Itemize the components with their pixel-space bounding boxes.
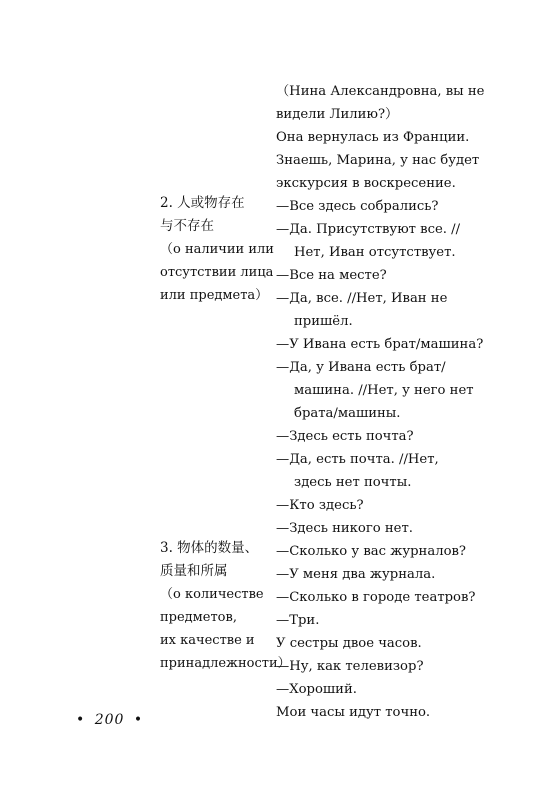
example-line: —Все здесь собрались?: [276, 199, 439, 214]
section-label-line: принадлежности）: [160, 656, 291, 671]
example-line: Мои часы идут точно.: [276, 705, 431, 720]
examples-column: [276, 80, 485, 724]
section-label-line: 质量和所属: [160, 563, 228, 579]
page-number-bullet-right: •: [133, 712, 144, 728]
section-label-line: 与不存在: [160, 218, 214, 234]
page-number: [72, 712, 147, 728]
section-label-line: отсутствии лица: [160, 265, 274, 280]
section-label-line: или предмета）: [160, 288, 269, 303]
example-line: У сестры двое часов.: [276, 636, 422, 651]
example-line: здесь нет почты.: [294, 475, 412, 490]
example-line: —Да, есть почта. //Нет,: [276, 452, 439, 467]
example-line: —Сколько в городе театров?: [276, 590, 476, 605]
example-line: （Нина Александровна, вы не: [276, 84, 485, 99]
example-line: брата/машины.: [294, 406, 401, 421]
example-line: —Да, все. //Нет, Иван не: [276, 291, 448, 306]
example-line: —Ну, как телевизор?: [276, 659, 424, 674]
section-label-line: 3. 物体的数量、: [160, 540, 259, 556]
section-label-1: [160, 192, 272, 307]
section-label-line: （о наличии или: [160, 242, 274, 257]
example-line: —У меня два журнала.: [276, 567, 436, 582]
example-line: —Здесь есть почта?: [276, 429, 414, 444]
section-label-line: 2. 人或物存在: [160, 195, 245, 211]
example-line: —Да, у Ивана есть брат/: [276, 360, 446, 375]
example-line: —Сколько у вас журналов?: [276, 544, 467, 559]
example-line: машина. //Нет, у него нет: [294, 383, 474, 398]
example-line: —Здесь никого нет.: [276, 521, 413, 536]
example-line: Она вернулась из Франции.: [276, 130, 470, 145]
example-line: —У Ивана есть брат/машина?: [276, 337, 484, 352]
example-line: —Хороший.: [276, 682, 357, 697]
section-label-line: их качестве и: [160, 633, 255, 648]
example-line: Знаешь, Марина, у нас будет: [276, 153, 480, 168]
example-line: —Все на месте?: [276, 268, 387, 283]
section-label-line: （о количестве: [160, 587, 264, 602]
page-number-bullet-left: •: [76, 712, 86, 728]
section-label-line: предметов,: [160, 610, 237, 625]
example-line: пришёл.: [294, 314, 353, 329]
example-line: —Да. Присутствуют все. //: [276, 222, 461, 237]
section-label-2: [160, 537, 291, 675]
example-line: экскурсия в воскресение.: [276, 176, 456, 191]
example-line: Нет, Иван отсутствует.: [294, 245, 456, 260]
example-line: —Три.: [276, 613, 320, 628]
page-number-value: 200: [94, 712, 125, 728]
example-line: —Кто здесь?: [276, 498, 364, 513]
example-line: видели Лилию?）: [276, 107, 399, 122]
